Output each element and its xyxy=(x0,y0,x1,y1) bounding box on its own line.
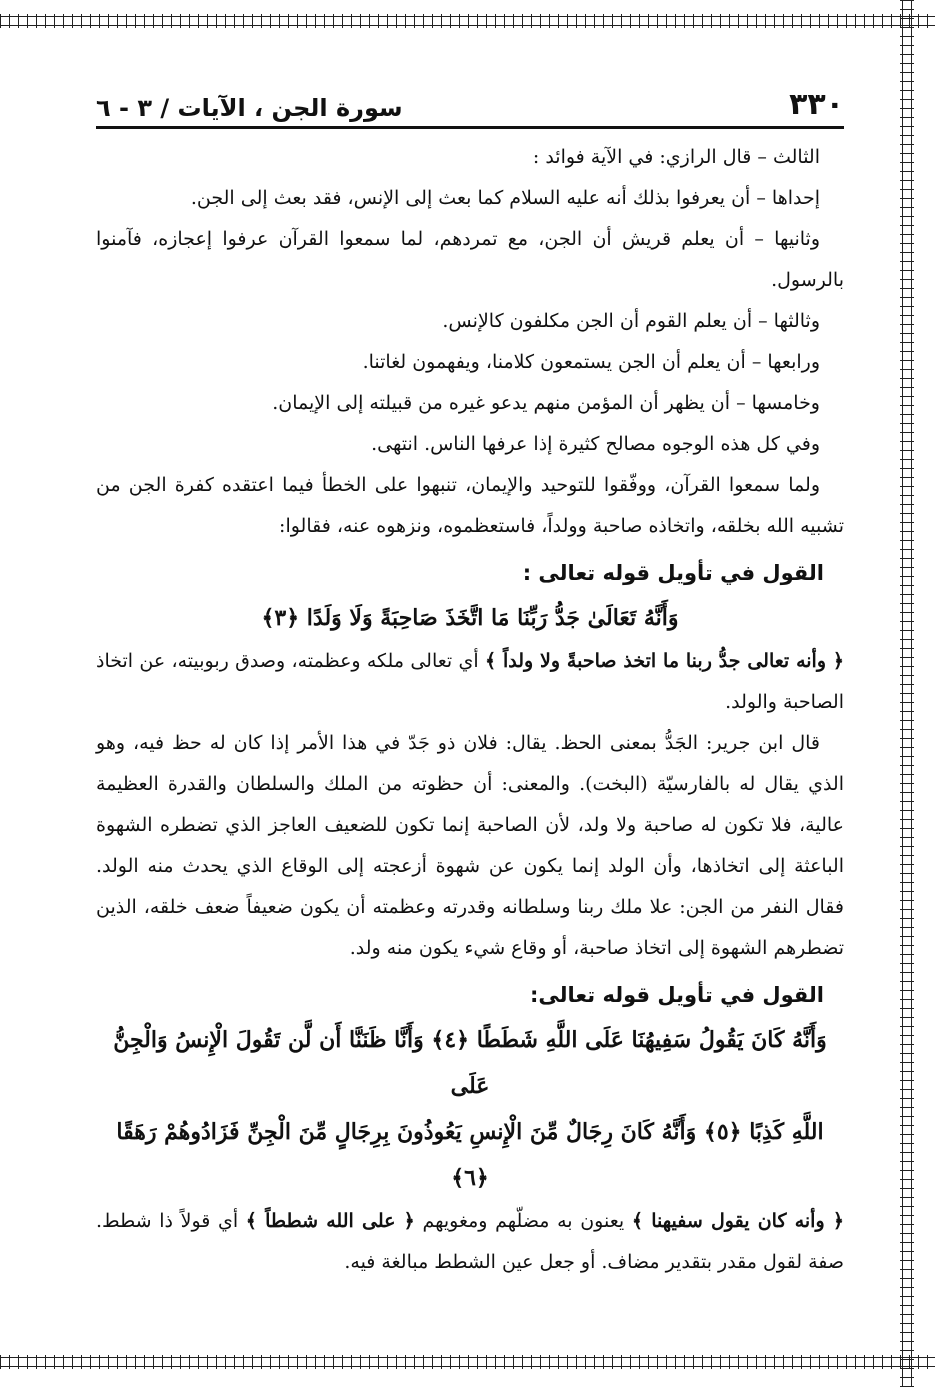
section-heading-2: القول في تأويل قوله تعالى: xyxy=(530,983,824,1007)
paragraph-jinn-said: ولما سمعوا القرآن، ووفّقوا للتوحيد والإيمان، تنبهوا على الخطأ فيما اعتقده كفرة الجن من تشبيه الله بخلقه، واتخاذه صاحبة وولداً، فاستعظموه، ونزهوه عنه، فقالوا: xyxy=(96,474,844,537)
paragraph-first: إحداها – أن يعرفوا بذلك أنه عليه السلام كما بعث إلى الإنس، فقد بعث إلى الجن. xyxy=(190,187,820,209)
quran-verses-5-6: اللَّهِ كَذِبًا ﴿٥﴾ وَأَنَّهُ كَانَ رِجَالٌ مِّنَ الْإِنسِ يَعُوذُونَ بِرِجَالٍ مِّنَ الْجِنِّ فَزَادُوهُمْ رَهَقًا ﴿٦﴾ xyxy=(116,1119,824,1191)
verse4-explanation: يعنون به مضلّهم ومغويهم xyxy=(414,1210,632,1232)
paragraph-fifth: وخامسها – أن يظهر أن المؤمن منهم يدعو غيره من قبيلته إلى الإيمان. xyxy=(272,392,820,414)
quran-verse-3: وَأَنَّهُ تَعَالَىٰ جَدُّ رَبِّنَا مَا اتَّخَذَ صَاحِبَةً وَلَا وَلَدًا ﴿٣﴾ xyxy=(261,605,679,631)
paragraph-conclusion: وفي كل هذه الوجوه مصالح كثيرة إذا عرفها الناس. انتهى. xyxy=(371,433,820,455)
verse3-explanation: أي تعالى ملكه وعظمته، وصدق ربوبيته، عن اتخاذ الصاحبة والولد. xyxy=(96,650,844,713)
paragraph-ibn-jarir: قال ابن جرير: الجَدُّ بمعنى الحظ. يقال: فلان ذو جَدّ في هذا الأمر إذا كان له حظ فيه، وهو الذي يقال له بالفارسيّة (البخت). والمعنى: أن حظوته من الملك والسلطان والقدرة العظيمة عالية، فلا تكون له صاحبة ولا ولد، لأن الصاحبة إنما تكون للضعيف العاجز الذي تضطره الشهوة الباعثة إلى اتخاذها، وأن الولد إنما يكون عن شهوة أزعجته إلى الوقاع الذي يحدث منه الولد. فقال النفر من الجن: علا ملك ربنا وسلطانه وقدرته وعظمته أن يكون ضعيفاً ضعف خلقه، الذين تضطرهم الشهوة إلى اتخاذ صاحبة، أو وقاع شيء يكون منه ولد. xyxy=(96,732,844,959)
verse4-quote: ﴿ وأنه كان يقول سفيهنا ﴾ xyxy=(631,1210,844,1232)
page-number: ٣٣٠ xyxy=(789,87,844,122)
quran-verses-4-5: وَأَنَّهُ كَانَ يَقُولُ سَفِيهُنَا عَلَى اللَّهِ شَطَطًا ﴿٤﴾ وَأَنَّا ظَنَنَّا أَن لَّن تَقُولَ الْإِنسُ وَالْجِنُّ عَلَى xyxy=(113,1027,827,1099)
paragraph-verse4-commentary xyxy=(96,1201,844,1283)
paragraph-second: وثانيها – أن يعلم قريش أن الجن، مع تمردهم، لما سمعوا القرآن عرفوا إعجازه، فآمنوا بالرسول. xyxy=(96,228,844,291)
section-heading-1: القول في تأويل قوله تعالى : xyxy=(522,561,824,585)
page-content xyxy=(96,60,844,1283)
verse3-quote: ﴿ وأنه تعالى جدُّ ربنا ما اتخذ صاحبةً ولا ولداً ﴾ xyxy=(484,650,844,672)
bottom-border xyxy=(0,1355,935,1369)
page-header xyxy=(96,60,844,129)
top-border xyxy=(0,14,935,28)
shatat-quote: ﴿ على الله شططاً ﴾ xyxy=(245,1210,415,1232)
paragraph-razi: الثالث – قال الرازي: في الآية فوائد : xyxy=(532,146,820,168)
paragraph-verse3-commentary xyxy=(96,641,844,723)
paragraph-third: وثالثها – أن يعلم القوم أن الجن مكلفون كالإنس. xyxy=(442,310,820,332)
shatat-explanation: أي قولاً ذا شطط. صفة لقول مقدر بتقدير مضاف. أو جعل عين الشطط مبالغة فيه. xyxy=(96,1210,844,1273)
paragraph-fourth: ورابعها – أن يعلم أن الجن يستمعون كلامنا، ويفهمون لغاتنا. xyxy=(362,351,820,373)
right-border xyxy=(900,0,914,1387)
running-title: سورة الجن ، الآيات / ٣ - ٦ xyxy=(96,94,403,122)
